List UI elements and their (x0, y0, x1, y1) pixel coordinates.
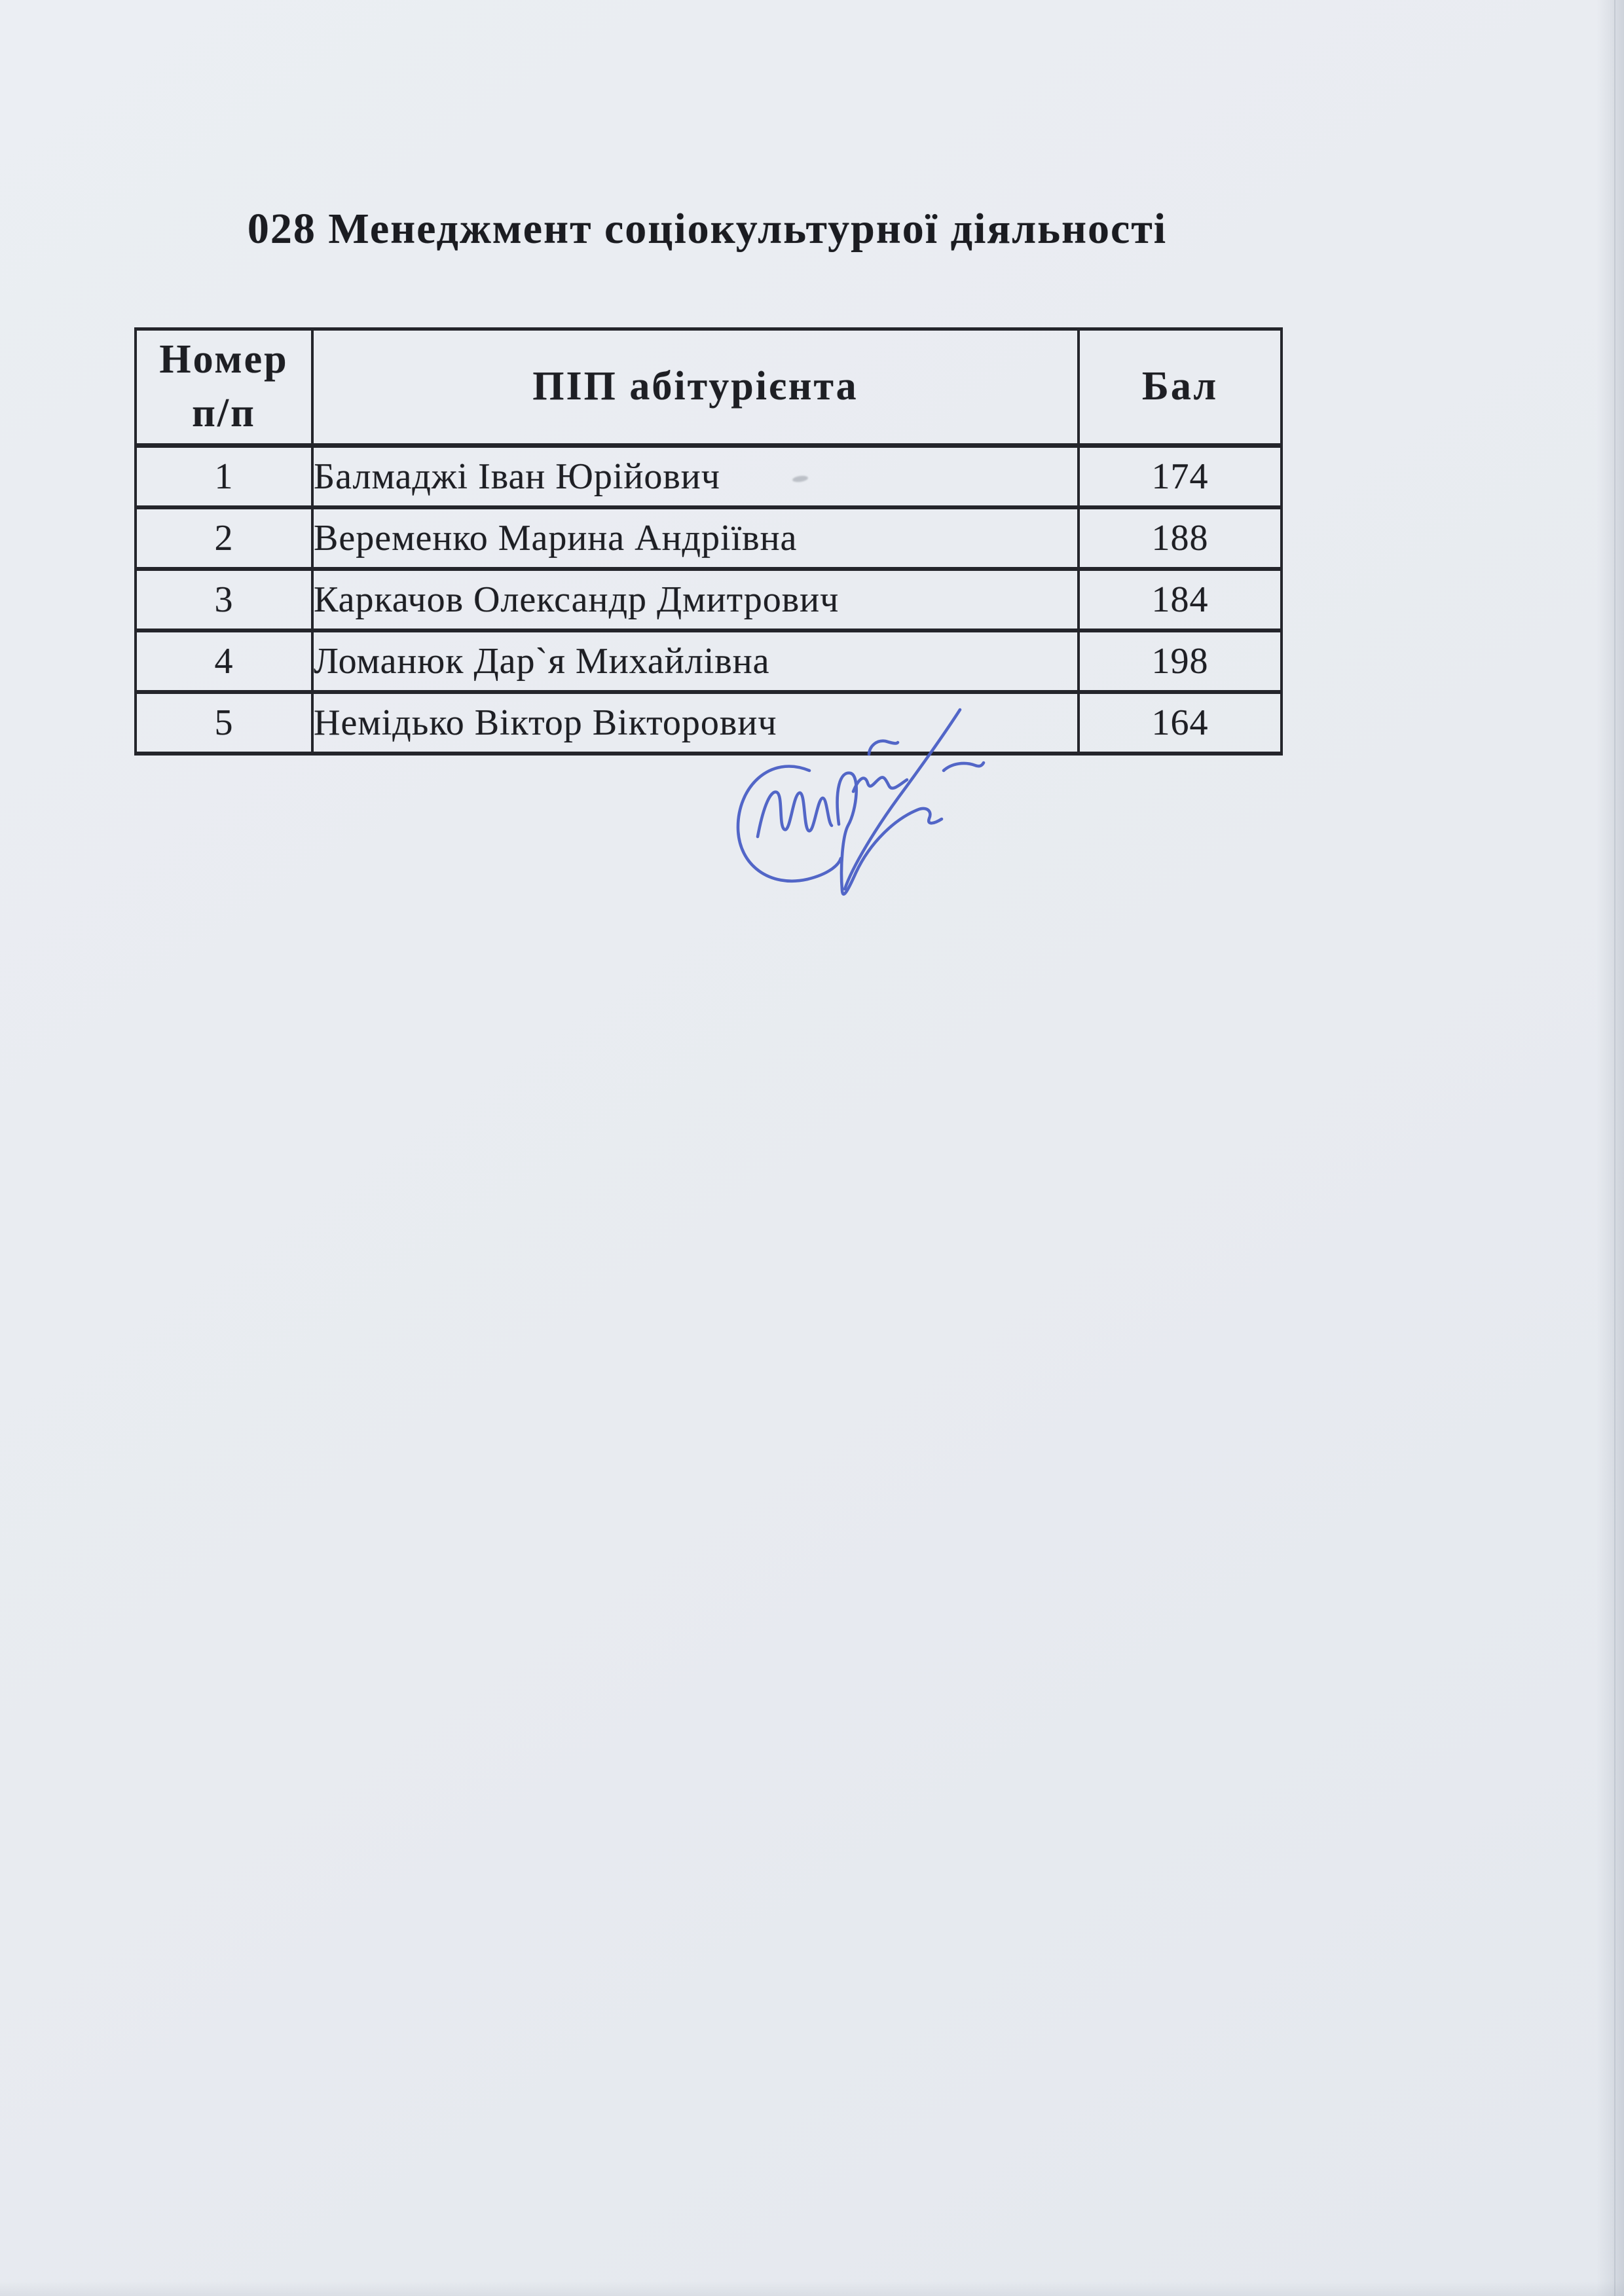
handwritten-signature-ink (688, 694, 1015, 917)
row-number: 2 (136, 507, 312, 569)
applicant-name: Каркачов Олександр Дмитрович (312, 569, 1079, 630)
row-number: 5 (136, 692, 312, 754)
col-header-number-line2: п/п (192, 391, 256, 435)
applicant-score: 184 (1079, 569, 1282, 630)
page-title: 028 Менеджмент соціокультурної діяльності (247, 205, 1168, 253)
applicant-name: Веременко Марина Андріївна (312, 507, 1079, 569)
table-row (136, 446, 1282, 508)
col-header-name: ПІП абітурієнта (312, 329, 1079, 446)
table-header-row (136, 329, 1282, 446)
scan-edge-seam-right (1614, 0, 1615, 2296)
row-number: 4 (136, 630, 312, 692)
col-header-score: Бал (1079, 329, 1282, 446)
table-row (136, 569, 1282, 630)
table-row (136, 630, 1282, 692)
table-row (136, 507, 1282, 569)
applicant-name: Ломанюк Дар`я Михайлівна (312, 630, 1079, 692)
row-number: 3 (136, 569, 312, 630)
col-header-number-line1: Номер (159, 337, 289, 382)
applicant-score: 174 (1079, 446, 1282, 508)
row-number: 1 (136, 446, 312, 508)
scan-edge-shadow-bottom (0, 2282, 1624, 2296)
applicant-name: Немідько Віктор Вікторович (312, 692, 1079, 754)
scan-edge-shadow-right (1596, 0, 1624, 2296)
applicant-score: 198 (1079, 630, 1282, 692)
col-header-number (136, 329, 312, 446)
applicant-score: 188 (1079, 507, 1282, 569)
applicant-score: 164 (1079, 692, 1282, 754)
applicant-name: Балмаджі Іван Юрійович (312, 446, 1079, 508)
applicants-score-table (134, 327, 1283, 756)
